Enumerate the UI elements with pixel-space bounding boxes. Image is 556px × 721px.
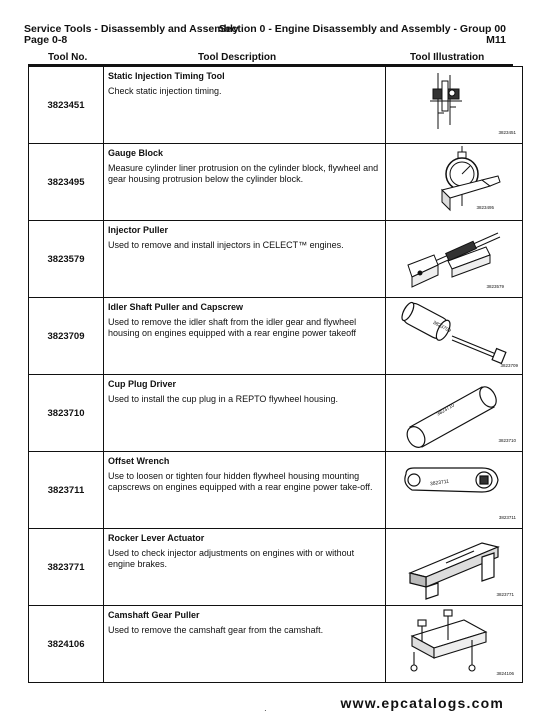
tool-description: Measure cylinder liner protrusion on the cylinder block, flywheel and gear housing protrusion below the cylinder block.: [108, 163, 379, 184]
tool-table: [28, 66, 523, 683]
engine-model: M11: [486, 34, 506, 46]
tool-title: Gauge Block: [108, 148, 164, 158]
section-title: Section 0 - Engine Disassembly and Assembly - Group 00: [218, 23, 506, 35]
table-row: [29, 606, 523, 683]
tool-title: Injector Puller: [108, 225, 169, 235]
tool-title: Idler Shaft Puller and Capscrew: [108, 302, 244, 312]
tool-number: 3823709: [29, 298, 104, 375]
tool-description-cell: [104, 298, 386, 375]
tool-number: 3823771: [29, 529, 104, 606]
tool-number: 3823495: [29, 144, 104, 221]
tool-title: Camshaft Gear Puller: [108, 610, 200, 620]
document-title: Service Tools - Disassembly and Assembly: [24, 23, 239, 35]
tool-number: 3823710: [29, 375, 104, 452]
part-marking: 3823709: [431, 319, 452, 335]
figure-label: 3823579: [486, 284, 504, 289]
tool-number: 3823451: [29, 67, 104, 144]
part-marking: 3823710: [435, 402, 456, 418]
column-header-tool-description: Tool Description: [198, 52, 277, 63]
figure-label: 3823451: [498, 130, 516, 135]
tool-description: Used to remove and install injectors in CELECT™ engines.: [108, 240, 344, 250]
page-header-left: [24, 24, 239, 46]
figure-label: 3823710: [498, 438, 516, 443]
figure-label: 3823711: [498, 515, 516, 520]
watermark: www.epcatalogs.com: [340, 695, 504, 711]
tool-illustration: [386, 298, 523, 375]
dial-gauge-icon: [386, 144, 522, 220]
tool-illustration: [386, 67, 523, 144]
page-number: Page 0-8: [24, 34, 68, 46]
table-row: [29, 144, 523, 221]
tool-description: Use to loosen or tighten four hidden flywheel housing mounting capscrews on engines equipped with a rear engine power take-off.: [108, 471, 373, 492]
tool-description: Check static injection timing.: [108, 86, 222, 96]
tool-description-cell: [104, 452, 386, 529]
tool-description: Used to remove the idler shaft from the idler gear and flywheel housing on engines equipped with a rear engine power takeoff: [108, 317, 357, 338]
tool-illustration: [386, 375, 523, 452]
tool-illustration: [386, 221, 523, 298]
tool-description-cell: [104, 606, 386, 683]
table-row: [29, 67, 523, 144]
tool-description-cell: [104, 67, 386, 144]
tool-title: Cup Plug Driver: [108, 379, 177, 389]
tool-description: Used to check injector adjustments on engines with or without engine brakes.: [108, 548, 355, 569]
tool-description-cell: [104, 529, 386, 606]
tool-title: Offset Wrench: [108, 456, 170, 466]
tool-title: Static Injection Timing Tool: [108, 71, 225, 81]
tool-number: 3823579: [29, 221, 104, 298]
tool-description-cell: [104, 144, 386, 221]
page-dot: ·: [264, 706, 267, 715]
tool-number: 3824106: [29, 606, 104, 683]
table-row: [29, 529, 523, 606]
table-row: [29, 452, 523, 529]
table-row: [29, 375, 523, 452]
tool-description-cell: [104, 375, 386, 452]
tool-illustration: [386, 529, 523, 606]
tool-description-cell: [104, 221, 386, 298]
tool-illustration: [386, 606, 523, 683]
part-marking: 3823711: [429, 478, 450, 488]
figure-label: 3823771: [496, 592, 514, 597]
page-header-right: [219, 24, 506, 46]
figure-label: 3824106: [496, 671, 514, 676]
tool-description: Used to install the cup plug in a REPTO flywheel housing.: [108, 394, 338, 404]
table-row: [29, 221, 523, 298]
table-row: [29, 298, 523, 375]
tool-description: Used to remove the camshaft gear from the camshaft.: [108, 625, 324, 635]
tool-number: 3823711: [29, 452, 104, 529]
column-header-tool-illustration: Tool Illustration: [410, 52, 485, 63]
tool-illustration: [386, 144, 523, 221]
column-header-tool-no: Tool No.: [48, 52, 88, 63]
figure-label: 3823495: [476, 205, 494, 210]
tool-title: Rocker Lever Actuator: [108, 533, 205, 543]
figure-label: 3823709: [500, 363, 518, 368]
tool-illustration: [386, 452, 523, 529]
